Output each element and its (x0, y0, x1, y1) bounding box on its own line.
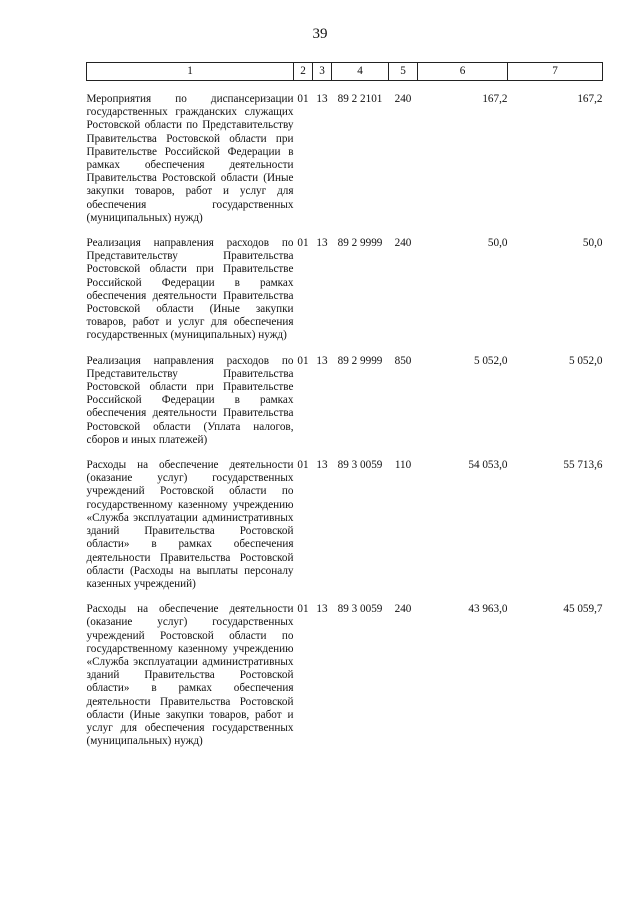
row-subsection: 13 (316, 354, 328, 367)
header-col-3: 3 (313, 63, 332, 81)
row-expense-type: 110 (394, 459, 412, 472)
row-description: Реализация направления расходов по Представительству Правительства Ростовской области при Правительстве Российской Федерации в рамках обеспечения деятельности Правительства Ростовской области (Иные закупки товаров, работ и услуг для обеспечения государственных (муниципальных) нужд) (86, 237, 294, 342)
table-row (87, 93, 603, 225)
table-row (87, 459, 603, 591)
row-amount-year1: 50,0 (487, 237, 508, 250)
header-col-6: 6 (418, 63, 508, 81)
row-expense-type: 240 (394, 603, 412, 616)
header-col-7: 7 (508, 63, 603, 81)
header-col-5: 5 (389, 63, 418, 81)
row-expense-type: 850 (394, 354, 412, 367)
page-number: 39 (312, 26, 328, 42)
row-description: Мероприятия по диспансеризации государственных гражданских служащих Ростовской области по Представительству Правительства Ростовской области при Правительстве Российской Федерации в рамках обеспечения деятельности Правительства Ростовской области (Иные закупки товаров, работ и услуг для обеспечения государственных (муниципальных) нужд) (86, 93, 294, 224)
row-target-article: 89 2 9999 (337, 237, 383, 250)
row-amount-year2: 45 059,7 (563, 603, 603, 616)
header-col-2: 2 (294, 63, 313, 81)
row-description: Расходы на обеспечение деятельности (оказание услуг) государственных учреждений Ростовской области по государственному казенному учреждению «Служба эксплуатации административных зданий Правительства Ростовской области» в рамках обеспечения деятельности Правительства Ростовской области (Расходы на выплаты персоналу казенных учреждений) (86, 459, 294, 590)
row-section: 01 (297, 237, 309, 250)
row-subsection: 13 (316, 459, 328, 472)
row-amount-year1: 5 052,0 (473, 354, 508, 367)
row-section: 01 (297, 93, 309, 105)
row-amount-year2: 167,2 (577, 93, 603, 105)
row-section: 01 (297, 354, 309, 367)
header-col-4: 4 (332, 63, 389, 81)
row-target-article: 89 3 0059 (337, 603, 383, 616)
row-subsection: 13 (316, 603, 328, 616)
row-section: 01 (297, 603, 309, 616)
row-subsection: 13 (316, 237, 328, 250)
row-description: Расходы на обеспечение деятельности (оказание услуг) государственных учреждений Ростовской области по государственному казенному учреждению «Служба эксплуатации административных зданий Правительства Ростовской области» в рамках обеспечения деятельности Правительства Ростовской области (Иные закупки товаров, работ и услуг для обеспечения государственных (муниципальных) нужд) (86, 603, 294, 748)
table-row (87, 237, 603, 343)
table-header-row (87, 63, 603, 81)
row-description: Реализация направления расходов по Представительству Правительства Ростовской области при Правительстве Российской Федерации в рамках обеспечения деятельности Правительства Ростовской области (Уплата налогов, сборов и иных платежей) (86, 354, 294, 446)
row-target-article: 89 2 9999 (337, 354, 383, 367)
row-amount-year2: 50,0 (582, 237, 603, 250)
header-col-1: 1 (87, 63, 294, 81)
row-section: 01 (297, 459, 309, 472)
row-expense-type: 240 (394, 237, 412, 250)
row-amount-year2: 5 052,0 (568, 354, 603, 367)
table-row (87, 355, 603, 447)
row-amount-year2: 55 713,6 (563, 459, 603, 472)
budget-table (86, 62, 603, 748)
row-amount-year1: 54 053,0 (468, 459, 508, 472)
row-target-article: 89 3 0059 (337, 459, 383, 472)
table-row (87, 603, 603, 748)
row-target-article: 89 2 2101 (337, 93, 383, 105)
row-amount-year1: 167,2 (482, 93, 508, 105)
row-subsection: 13 (316, 93, 328, 105)
row-amount-year1: 43 963,0 (468, 603, 508, 616)
row-expense-type: 240 (394, 93, 412, 105)
